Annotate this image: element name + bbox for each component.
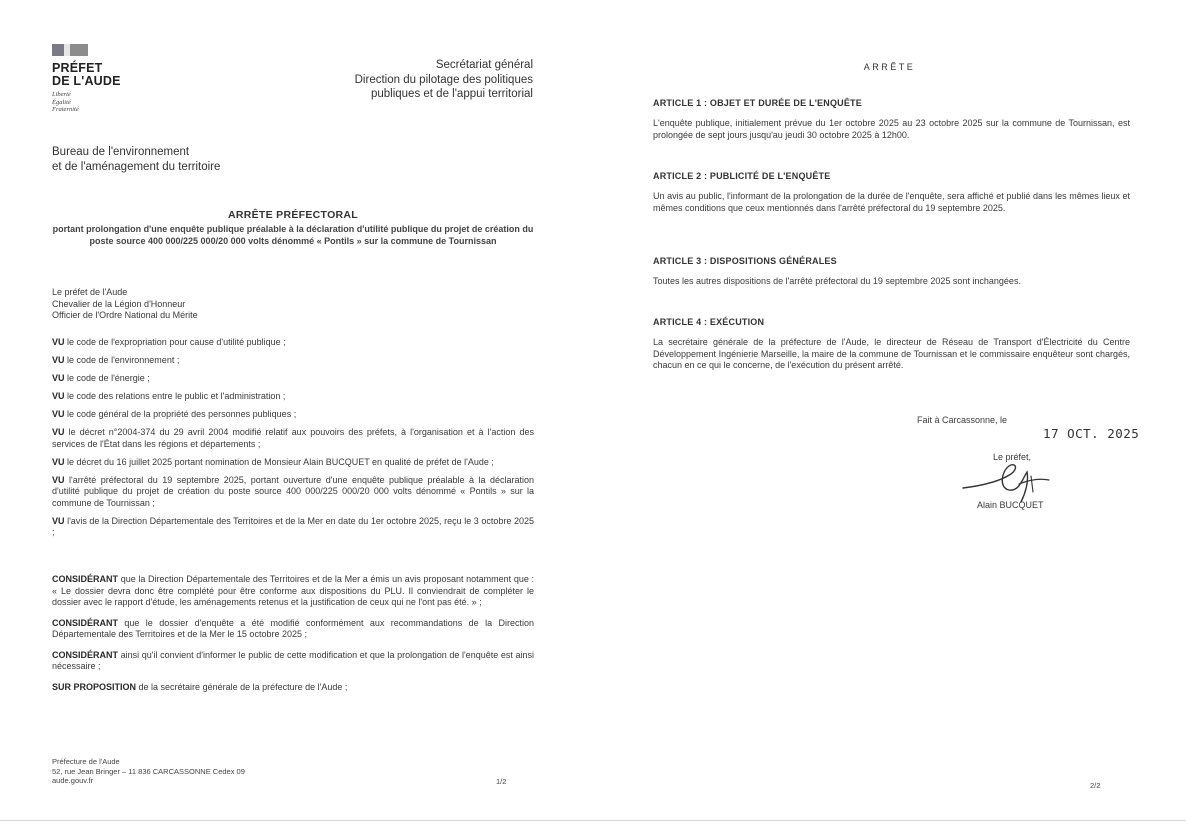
- vu-text: le code général de la propriété des personnes publiques ;: [67, 409, 297, 419]
- article-body: La secrétaire générale de la préfecture de l'Aude, le directeur de Réseau de Transport d'Électricité du Centre Développement Ingénierie Marseille, la maire de la commune de Tournissan et le commissaire enquêteur sont chargés, chacun en ce qui le concerne, de l'exécution du présent arrêté.: [653, 337, 1130, 370]
- vu-keyword: VU: [52, 427, 65, 437]
- article-body: Un avis au public, l'informant de la prolongation de la durée de l'enquête, sera affiché et publié dans les mêmes lieux et mêmes conditions que ceux mentionnés dans l'arrêté préfectoral du 19 septembre 2025.: [653, 191, 1130, 213]
- considerant-text: que la Direction Départementale des Territoires et de la Mer a émis un avis proposant notamment que : « Le dossier devra donc être complété pour être conforme aux dispositions du PLU. Il conviendrait de compléter le dossier avec le rapport d'étude, les aménagements retenus et la justification de ceux qui ne l'ont pas été. » ;: [52, 574, 534, 607]
- sg-line3: publiques et de l'appui territorial: [370, 88, 533, 100]
- motto-liberte: Liberté: [52, 91, 71, 98]
- vu-keyword: VU: [52, 456, 65, 467]
- prefet-intro-line1: Le préfet de l'Aude: [52, 287, 128, 297]
- bureau-line1: Bureau de l'environnement: [52, 146, 190, 158]
- vu-item: [52, 355, 534, 367]
- date-stamp: 17 OCT. 2025: [1043, 426, 1140, 441]
- prefet-intro-line2: Chevalier de la Légion d'Honneur: [52, 298, 186, 309]
- footer-line2: 52, rue Jean Bringer – 11 836 CARCASSONNE Cedex 09: [52, 766, 245, 776]
- considerant-item: [52, 574, 534, 609]
- article-body: L'enquête publique, initialement prévue du 1er octobre 2025 au 23 octobre 2025 sur la commune de Tournissan, est prolongée de sept jours jusqu'au jeudi 30 octobre 2025 à 12h00.: [653, 118, 1130, 140]
- vu-item: [52, 391, 534, 403]
- prefet-logo: [52, 44, 121, 114]
- article-3: [653, 256, 1130, 288]
- article-heading: ARTICLE 4 : EXÉCUTION: [653, 317, 765, 327]
- considerant-text: ainsi qu'il convient d'informer le public de cette modification et que la prolongation de l'enquête est ainsi nécessaire ;: [52, 649, 534, 671]
- considerant-keyword: CONSIDÉRANT: [52, 574, 119, 584]
- vu-list: [52, 337, 534, 545]
- vu-keyword: VU: [52, 474, 65, 485]
- vu-keyword: VU: [52, 373, 65, 383]
- page-number-2: 2/2: [1090, 781, 1101, 790]
- considerant-keyword: CONSIDÉRANT: [52, 617, 119, 628]
- motto-fraternite: Fraternité: [52, 106, 79, 113]
- footer-line1: Préfecture de l'Aude: [52, 757, 120, 766]
- arrete-subtitle: portant prolongation d'une enquête publique préalable à la déclaration d'utilité publique du projet de création du poste source 400 000/225 000/20 000 volts dénommé « Pontils » sur la commune de Tournissan: [52, 224, 534, 246]
- article-heading: ARTICLE 3 : DISPOSITIONS GÉNÉRALES: [653, 256, 837, 266]
- vu-keyword: VU: [52, 337, 65, 347]
- considerant-item: [52, 618, 534, 641]
- vu-item: [52, 373, 534, 385]
- article-body: Toutes les autres dispositions de l'arrêté préfectoral du 19 septembre 2025 sont inchangées.: [653, 276, 1021, 286]
- vu-text: le décret du 16 juillet 2025 portant nomination de Monsieur Alain BUCQUET en qualité de préfet de l'Aude ;: [67, 456, 494, 467]
- article-2: [653, 171, 1130, 214]
- arrete-heading: ARRÊTE: [863, 62, 916, 72]
- vu-item: [52, 427, 534, 450]
- article-heading: ARTICLE 2 : PUBLICITÉ DE L'ENQUÊTE: [653, 171, 831, 181]
- vu-text: le code des relations entre le public et l'administration ;: [67, 391, 286, 401]
- vu-item: [52, 457, 534, 469]
- page-footer: [52, 757, 245, 786]
- signature-name: Alain BUCQUET: [977, 500, 1044, 510]
- logo-title-line1: PRÉFET: [52, 61, 103, 75]
- considerant-keyword: CONSIDÉRANT: [52, 649, 119, 660]
- vu-keyword: VU: [52, 391, 65, 401]
- logo-title-line2: DE L'AUDE: [52, 74, 121, 88]
- sg-line1: Secrétariat général: [435, 59, 533, 71]
- arrete-title-block: [52, 209, 534, 247]
- vu-keyword: VU: [52, 355, 65, 365]
- proposition-item: [52, 682, 534, 694]
- proposition-text: de la secrétaire générale de la préfecture de l'Aude ;: [138, 681, 348, 692]
- vu-text: le code de l'environnement ;: [67, 355, 180, 365]
- bureau-block: [52, 145, 220, 174]
- fait-a-carcassonne: Fait à Carcassonne, le: [917, 415, 1008, 425]
- considerant-list: [52, 574, 534, 702]
- vu-item: [52, 337, 534, 349]
- logo-title: [52, 62, 121, 88]
- considerant-text: que le dossier d'enquête a été modifié conformément aux recommandations de la Direction Départementale des Territoires et de la Mer le 15 octobre 2025 ;: [52, 617, 534, 639]
- vu-text: l'arrêté préfectoral du 19 septembre 2025, portant ouverture d'une enquête publique préalable à la déclaration d'utilité publique du projet de création du poste source 400 000/225 000/20 000 volts dénommé « Pontils » sur la commune de Tournissan ;: [52, 474, 534, 508]
- republic-motto: [52, 91, 121, 114]
- vu-item: [52, 409, 534, 421]
- vu-item: [52, 516, 534, 539]
- prefet-intro-line3: Officier de l'Ordre National du Mérite: [52, 310, 198, 320]
- vu-text: le code de l'expropriation pour cause d'utilité publique ;: [67, 337, 286, 347]
- bureau-line2: et de l'aménagement du territoire: [52, 160, 221, 173]
- article-1: [653, 98, 1130, 141]
- secretariat-general-block: [355, 58, 533, 102]
- vu-keyword: VU: [52, 515, 65, 526]
- bottom-divider: [0, 820, 1186, 821]
- marianne-flag-icon: [52, 44, 88, 56]
- footer-website-link[interactable]: aude.gouv.fr: [52, 776, 94, 785]
- proposition-keyword: SUR PROPOSITION: [52, 681, 137, 692]
- prefet-intro: [52, 287, 198, 322]
- motto-egalite: Égalité: [52, 98, 71, 106]
- vu-text: le code de l'énergie ;: [67, 373, 150, 383]
- signature-role: Le préfet,: [993, 452, 1032, 462]
- vu-keyword: VU: [52, 409, 65, 419]
- page-number-1: 1/2: [496, 777, 507, 786]
- article-heading: ARTICLE 1 : OBJET ET DURÉE DE L'ENQUÊTE: [653, 98, 862, 108]
- considerant-item: [52, 650, 534, 673]
- sg-line2: Direction du pilotage des politiques: [354, 73, 533, 86]
- arrete-title: ARRÊTE PRÉFECTORAL: [227, 209, 359, 221]
- article-4: [653, 317, 1130, 372]
- page-2: [593, 0, 1186, 825]
- vu-text: le décret n°2004-374 du 29 avril 2004 modifié relatif aux pouvoirs des préfets, à l'organisation et à l'action des services de l'État dans les régions et départements ;: [52, 427, 534, 449]
- vu-text: l'avis de la Direction Départementale des Territoires et de la Mer en date du 1er octobre 2025, reçu le 3 octobre 2025 ;: [52, 515, 534, 537]
- vu-item: [52, 475, 534, 510]
